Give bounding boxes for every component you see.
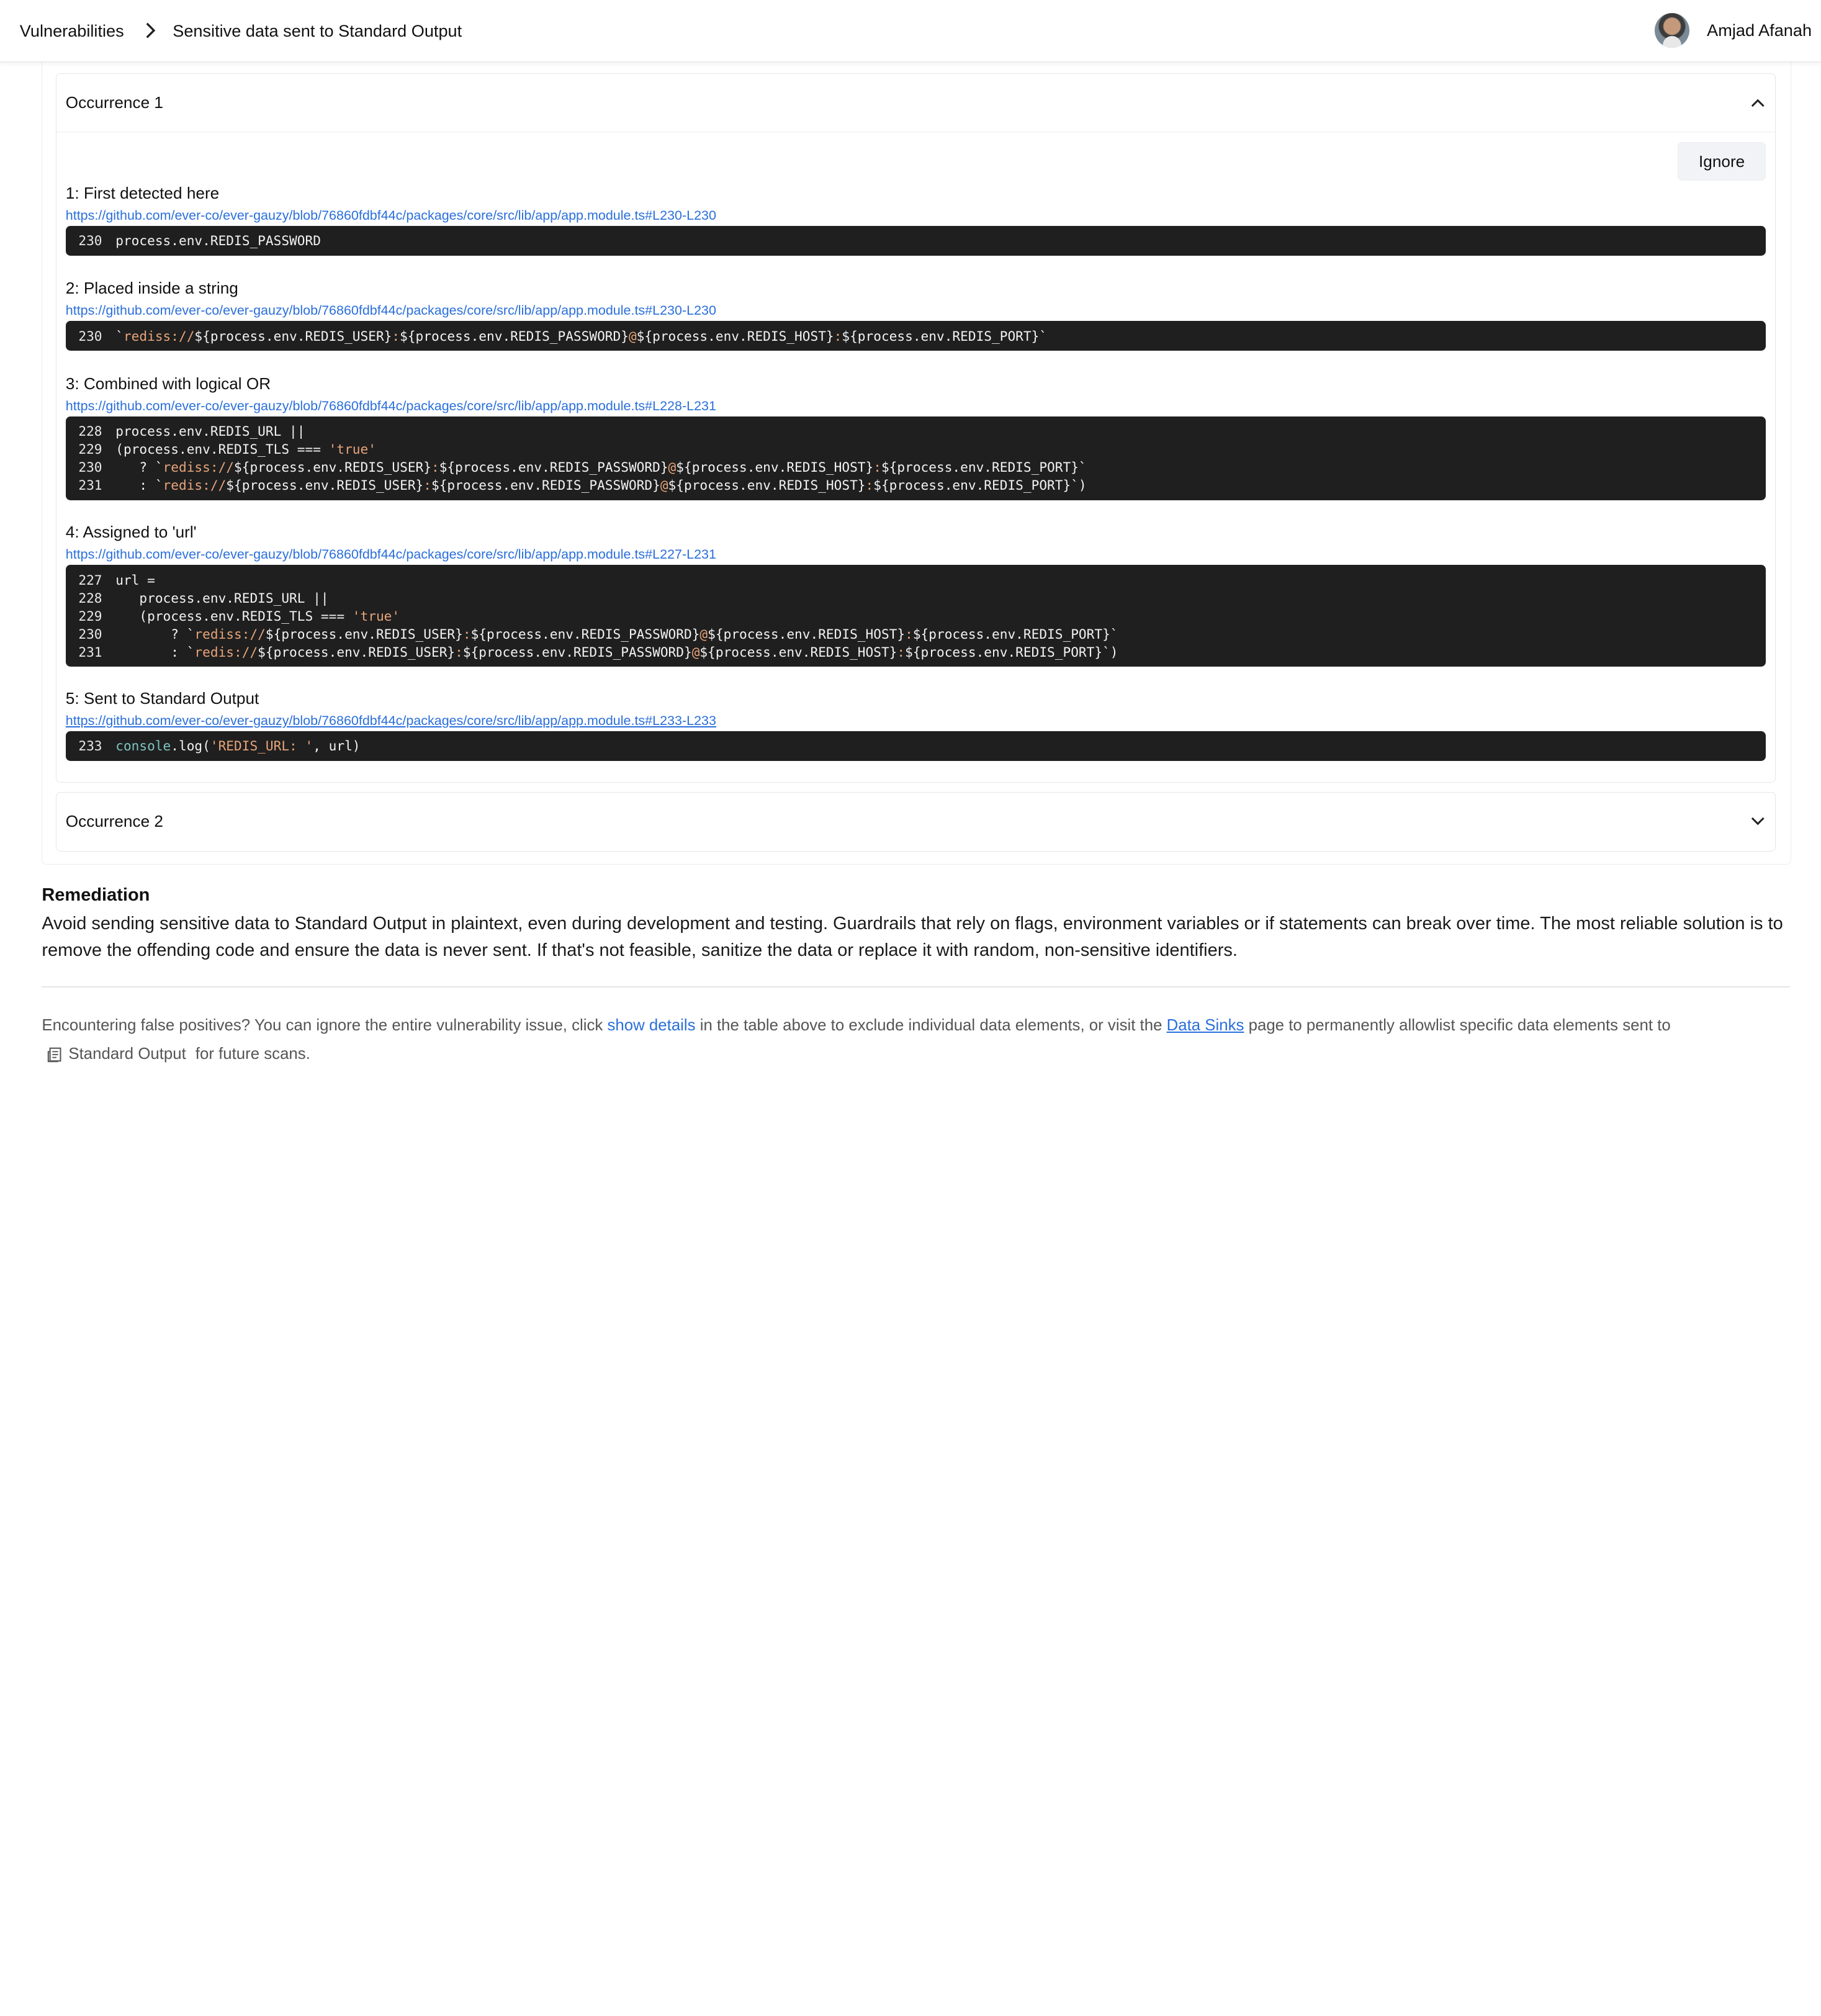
line-number: 230 xyxy=(78,233,102,249)
line-number: 229 xyxy=(78,608,102,624)
chevron-down-icon[interactable] xyxy=(1751,817,1765,826)
breadcrumb-vulnerabilities[interactable]: Vulnerabilities xyxy=(19,20,124,40)
occurrence-1-panel xyxy=(56,73,1776,783)
document-icon xyxy=(47,1046,64,1063)
step-link[interactable]: https://github.com/ever-co/ever-gauzy/blob/76860fdbf44c/packages/core/src/lib/app/app.module.ts#L230-L230 xyxy=(65,303,716,318)
line-number: 230 xyxy=(78,328,102,344)
code-line: url = xyxy=(115,572,155,588)
fp-text-middle: in the table above to exclude individual data elements, or visit the xyxy=(695,1016,1167,1034)
line-number: 229 xyxy=(78,441,102,457)
code-line: (process.env.REDIS_TLS === 'true' xyxy=(115,608,400,624)
remediation-title: Remediation xyxy=(42,884,150,905)
line-number: 230 xyxy=(78,626,102,642)
step-title: 2: Placed inside a string xyxy=(65,279,238,298)
false-positives-note-cont xyxy=(47,1045,310,1063)
line-number: 231 xyxy=(78,477,102,493)
occurrence-2-label: Occurrence 2 xyxy=(65,812,163,831)
code-line: : `redis://${process.env.REDIS_USER}:${process.env.REDIS_PASSWORD}@${process.env.REDIS_HOST}:${process.env.REDIS_PORT}`) xyxy=(115,644,1118,660)
occurrence-2-panel xyxy=(56,792,1776,852)
step-link[interactable]: https://github.com/ever-co/ever-gauzy/blob/76860fdbf44c/packages/core/src/lib/app/app.module.ts#L227-L231 xyxy=(65,547,716,562)
trace-step xyxy=(66,688,1766,761)
step-title: 5: Sent to Standard Output xyxy=(65,688,259,708)
code-line: : `redis://${process.env.REDIS_USER}:${process.env.REDIS_PASSWORD}@${process.env.REDIS_HOST}:${process.env.REDIS_PORT}`) xyxy=(115,477,1087,493)
fp-text-end: for future scans. xyxy=(195,1045,310,1063)
trace-step xyxy=(66,374,1766,500)
divider xyxy=(42,986,1789,988)
line-number: 231 xyxy=(78,644,102,660)
code-line: (process.env.REDIS_TLS === 'true' xyxy=(115,441,376,457)
standard-output-chip xyxy=(47,1045,186,1063)
chevron-up-icon[interactable] xyxy=(1751,98,1765,107)
occurrence-2-header[interactable] xyxy=(56,793,1775,851)
step-title: 4: Assigned to 'url' xyxy=(65,523,197,542)
code-block xyxy=(66,321,1766,351)
ignore-button[interactable]: Ignore xyxy=(1678,142,1766,181)
code-line: process.env.REDIS_URL || xyxy=(115,423,305,439)
code-line: process.env.REDIS_PASSWORD xyxy=(115,233,321,249)
breadcrumb-current: Sensitive data sent to Standard Output xyxy=(173,20,462,40)
data-sinks-link[interactable]: Data Sinks xyxy=(1166,1016,1244,1034)
code-block xyxy=(66,416,1766,500)
user-name: Amjad Afanah xyxy=(1707,20,1812,40)
fp-text-before: Encountering false positives? You can ignore the entire vulnerability issue, click xyxy=(42,1016,608,1034)
line-number: 228 xyxy=(78,590,102,606)
line-number: 233 xyxy=(78,738,102,754)
step-link[interactable]: https://github.com/ever-co/ever-gauzy/blob/76860fdbf44c/packages/core/src/lib/app/app.module.ts#L233-L233 xyxy=(65,713,716,729)
chevron-right-icon xyxy=(145,22,156,38)
step-title: 3: Combined with logical OR xyxy=(65,374,271,393)
code-line: console.log('REDIS_URL: ', url) xyxy=(115,738,361,754)
code-line: `rediss://${process.env.REDIS_USER}:${process.env.REDIS_PASSWORD}@${process.env.REDIS_HOST}:${process.env.REDIS_PORT}` xyxy=(115,328,1048,344)
code-block xyxy=(66,226,1766,256)
step-link[interactable]: https://github.com/ever-co/ever-gauzy/blob/76860fdbf44c/packages/core/src/lib/app/app.module.ts#L230-L230 xyxy=(65,208,716,223)
line-number: 227 xyxy=(78,572,102,588)
code-block xyxy=(66,565,1766,667)
avatar[interactable] xyxy=(1655,13,1689,48)
fp-text-after: page to permanently allowlist specific data elements sent to xyxy=(1244,1016,1671,1034)
occurrence-1-header[interactable] xyxy=(56,74,1775,133)
code-block xyxy=(66,731,1766,761)
trace-step xyxy=(66,522,1766,667)
sink-label: Standard Output xyxy=(68,1045,186,1063)
code-line: process.env.REDIS_URL || xyxy=(115,590,329,606)
false-positives-note xyxy=(42,1013,1784,1038)
occurrence-1-label: Occurrence 1 xyxy=(65,93,163,112)
code-line: ? `rediss://${process.env.REDIS_USER}:${process.env.REDIS_PASSWORD}@${process.env.REDIS_HOST}:${process.env.REDIS_PORT}` xyxy=(115,626,1118,642)
show-details-link[interactable]: show details xyxy=(607,1016,696,1034)
trace-step xyxy=(66,278,1766,351)
user-menu[interactable] xyxy=(1655,13,1812,48)
code-line: ? `rediss://${process.env.REDIS_USER}:${process.env.REDIS_PASSWORD}@${process.env.REDIS_HOST}:${process.env.REDIS_PORT}` xyxy=(115,459,1087,475)
line-number: 230 xyxy=(78,459,102,475)
remediation-body: Avoid sending sensitive data to Standard Output in plaintext, even during development and testing. Guardrails that rely on flags, environment variables or if statements can break over time. The most reliable solution is to remove the offending code and ensure the data is never sent. If that's not feasible, sanitize the data or replace it with random, non-sensitive identifiers. xyxy=(42,914,1783,961)
line-number: 228 xyxy=(78,423,102,439)
top-bar xyxy=(0,0,1821,62)
step-link[interactable]: https://github.com/ever-co/ever-gauzy/blob/76860fdbf44c/packages/core/src/lib/app/app.module.ts#L228-L231 xyxy=(65,398,716,413)
step-title: 1: First detected here xyxy=(65,183,220,202)
trace-step xyxy=(66,183,1766,256)
